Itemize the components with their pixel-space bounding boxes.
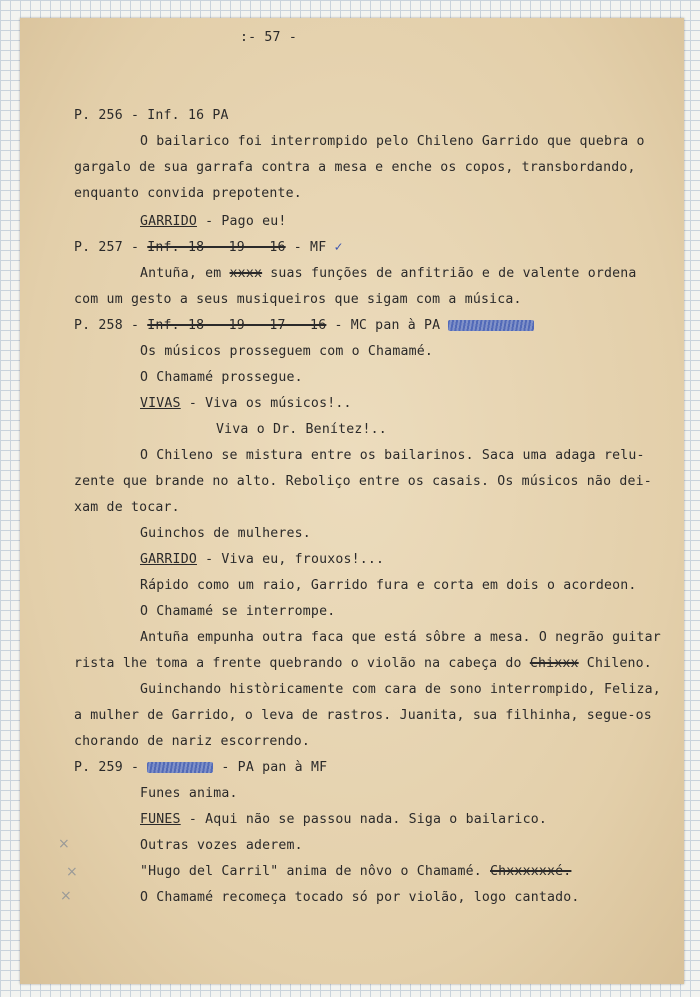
character-name: GARRIDO [140,552,197,567]
text-line: com um gesto a seus musiqueiros que sigam com a música. [74,292,522,307]
dialogue-line: Viva o Dr. Benítez!.. [216,422,387,437]
dialogue-text: - Viva eu, frouxos!... [196,552,385,567]
shot-heading-256: P. 256 - Inf. 16 PA [74,108,229,123]
dialogue-text: - Aqui não se passou nada. Siga o bailarico. [180,812,547,827]
text-line [74,656,652,671]
text-segment: suas funções de anfitrião e de valente ordena [262,266,637,281]
text-line: Guinchos de mulheres. [140,526,311,541]
character-name: GARRIDO [140,214,197,229]
ink-scribble [147,762,213,773]
dialogue-line [140,396,352,411]
text-line [140,864,571,879]
dialogue-text: - Pago eu! [196,214,287,229]
dialogue-line [140,214,287,229]
character-name: FUNES [140,812,181,827]
margin-x-mark: × [60,888,72,904]
typewritten-page [20,18,684,984]
page-number: :- 57 - [240,30,297,45]
text-line: Antuña empunha outra faca que está sôbre a mesa. O negrão guitar [140,630,661,645]
text-segment: rista lhe toma a frente quebrando o violão na cabeça do [74,656,530,671]
text-line: Guinchando històricamente com cara de sono interrompido, Feliza, [140,682,661,697]
text-line: O bailarico foi interrompido pelo Chileno Garrido que quebra o [140,134,645,149]
text-line: Os músicos prosseguem com o Chamamé. [140,344,434,359]
struck-text: Chixxx [529,656,579,671]
struck-text: Chxxxxxxé. [490,864,572,879]
shot-heading-258 [74,318,534,333]
text-line: O Chamamé recomeça tocado só por violão, logo cantado. [140,890,580,905]
dialogue-text: - Viva os músicos!.. [180,396,352,411]
text-line: a mulher de Garrido, o leva de rastros. Juanita, sua filhinha, segue-os [74,708,652,723]
struck-text: Inf. 18 - 19 - 17 - 16 [147,318,327,333]
text-segment: Chileno. [578,656,652,671]
dialogue-line [140,812,547,827]
shot-suffix: - MC pan à PA [326,318,449,333]
text-line: zente que brande no alto. Reboliço entre os casais. Os músicos não dei- [74,474,652,489]
text-segment: Antuña, em [140,266,230,281]
text-line: gargalo de sua garrafa contra a mesa e enche os copos, transbordando, [74,160,636,175]
dialogue-line [140,552,384,567]
text-line: Outras vozes aderem. [140,838,303,853]
shot-heading-259 [74,760,327,775]
struck-text: Inf. 18 - 19 - 16 [147,240,286,255]
shot-heading-257 [74,240,343,255]
text-line: O Chileno se mistura entre os bailarinos. Saca uma adaga relu- [140,448,645,463]
check-mark-icon: ✓ [334,240,343,255]
text-line: chorando de nariz escorrendo. [74,734,311,749]
text-line: Rápido como um raio, Garrido fura e corta em dois o acordeon. [140,578,637,593]
shot-label: P. 257 - [74,240,148,255]
text-line [140,266,637,281]
shot-suffix: - MF [285,240,335,255]
text-line: Funes anima. [140,786,238,801]
margin-x-mark: × [66,864,78,880]
shot-suffix: - PA pan à MF [213,760,328,775]
text-line: enquanto convida prepotente. [74,186,302,201]
text-line: xam de tocar. [74,500,180,515]
shot-label: P. 258 - [74,318,148,333]
ink-scribble [448,320,534,331]
text-line: O Chamamé se interrompe. [140,604,336,619]
text-line: O Chamamé prossegue. [140,370,303,385]
shot-label: P. 259 - [74,760,148,775]
margin-x-mark: × [58,836,70,852]
text-segment: "Hugo del Carril" anima de nôvo o Chamamé. [140,864,491,879]
character-name: VIVAS [140,396,181,411]
struck-text: xxxx [229,266,263,281]
